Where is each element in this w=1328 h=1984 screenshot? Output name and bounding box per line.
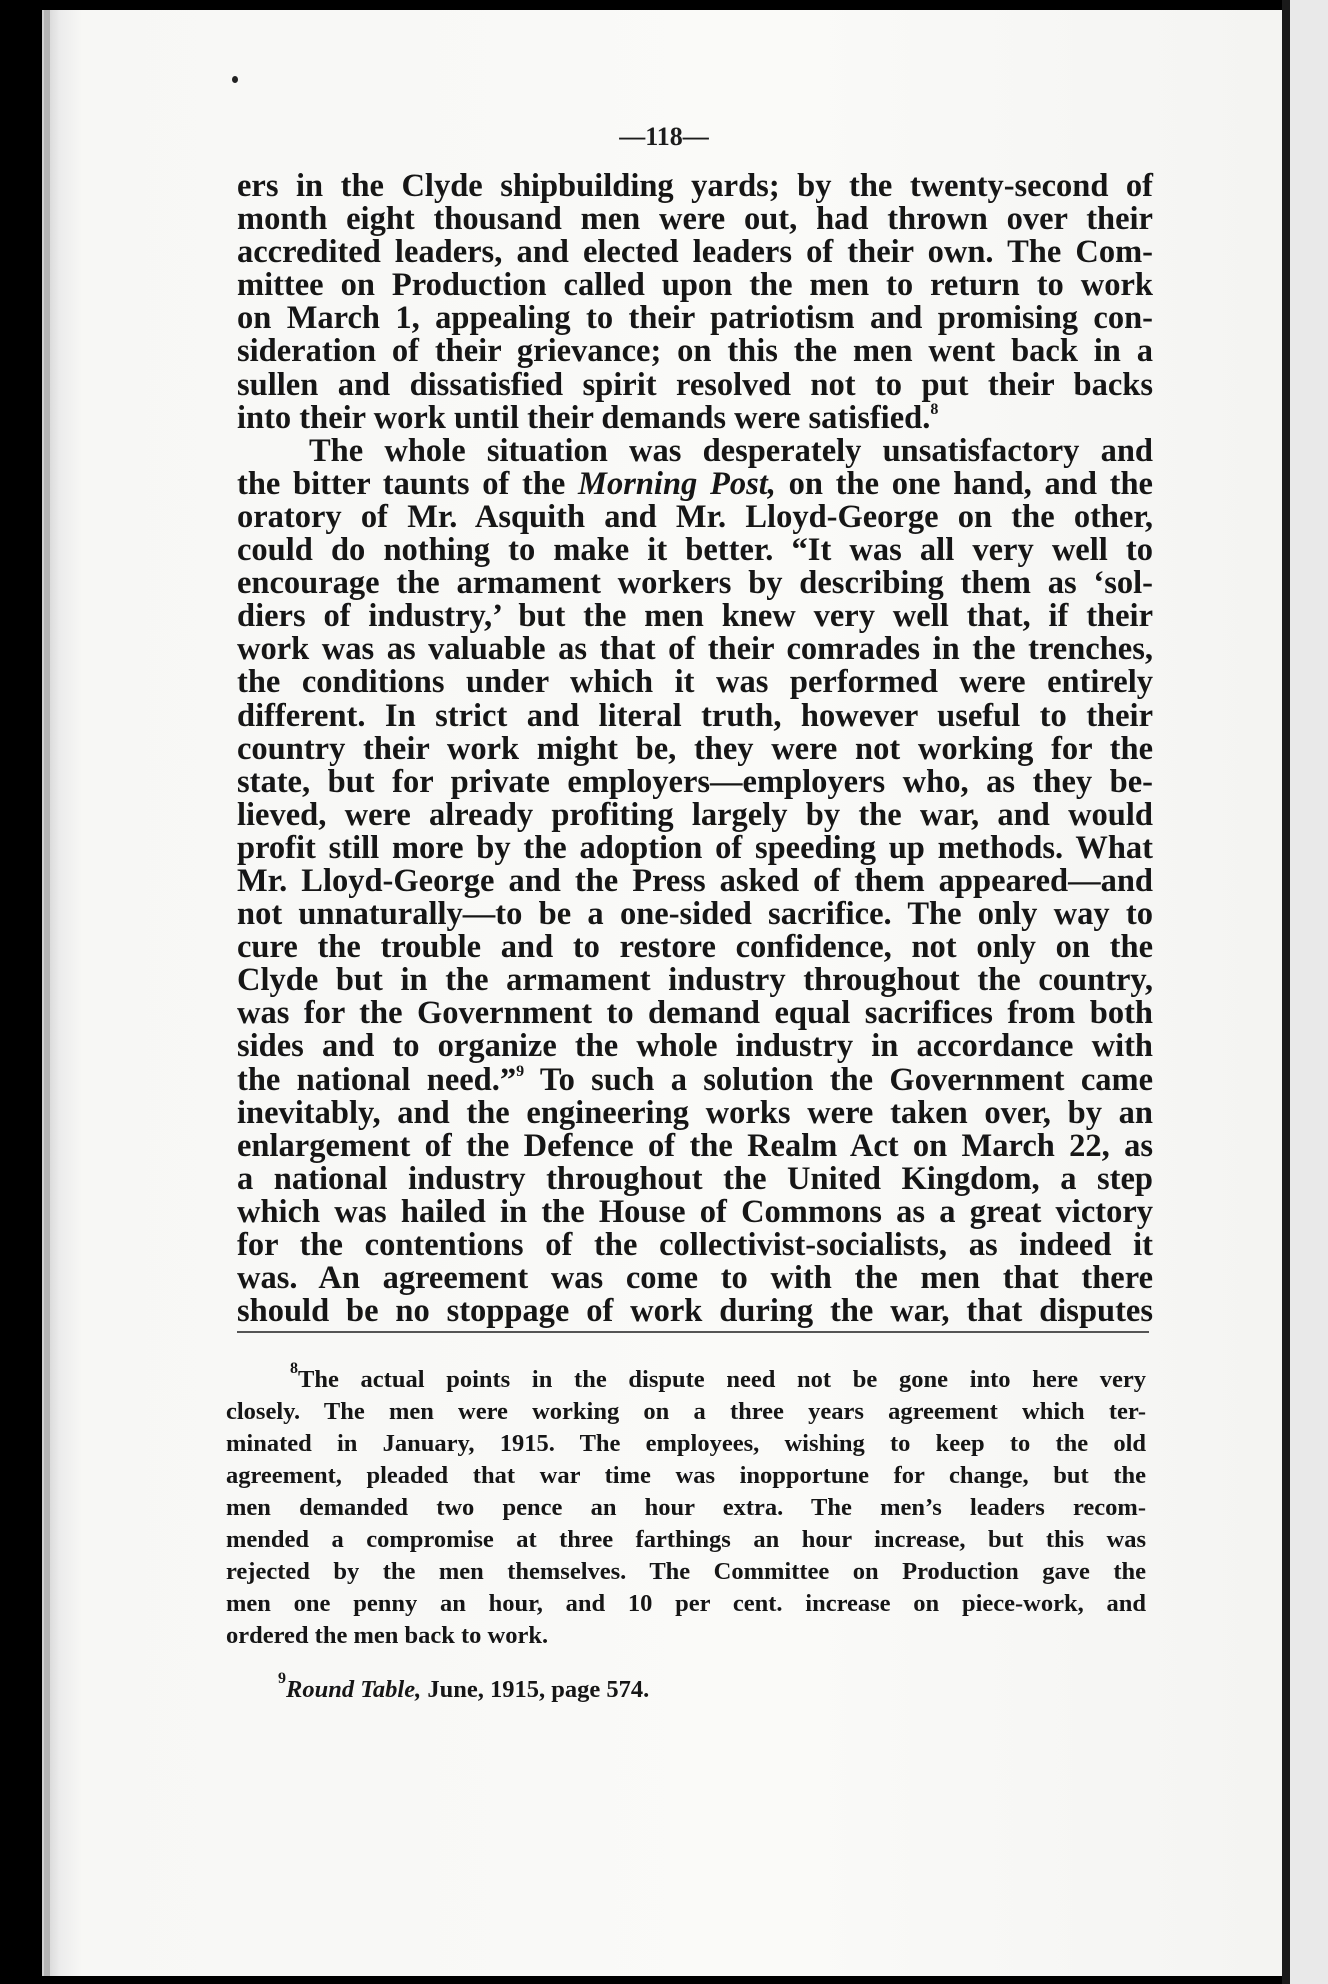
body-line: Clyde but in the armament industry throughout the country, bbox=[237, 962, 1153, 999]
body-line: different. In strict and literal truth, however useful to their bbox=[237, 697, 1153, 734]
footnote-marker-9: 9 bbox=[278, 1670, 286, 1687]
footnote-ref-8[interactable]: 8 bbox=[930, 400, 939, 418]
body-line: oratory of Mr. Asquith and Mr. Lloyd-George on the other, bbox=[237, 498, 1153, 535]
body-line-text: To such a solution the Government came bbox=[524, 1061, 1154, 1098]
body-line: inevitably, and the engineering works were taken over, by an bbox=[237, 1094, 1153, 1131]
body-line: accredited leaders, and elected leaders of their own. The Com- bbox=[237, 234, 1153, 271]
morning-post-title: Morning Post, bbox=[578, 465, 776, 502]
body-line: sideration of their grievance; on this the men went back in a bbox=[237, 333, 1153, 370]
binding-gutter bbox=[44, 10, 50, 1976]
footnote-line: rejected by the men themselves. The Committee on Production gave the bbox=[226, 1558, 1146, 1585]
body-line: diers of industry,’ but the men knew very well that, if their bbox=[237, 598, 1153, 635]
footnote-8 bbox=[226, 1360, 1146, 1652]
adjacent-page-edge bbox=[1282, 0, 1328, 1984]
body-line: ers in the Clyde shipbuilding yards; by the twenty-second of bbox=[237, 168, 1153, 204]
body-line: enlargement of the Defence of the Realm Act on March 22, as bbox=[237, 1127, 1153, 1164]
body-line: month eight thousand men were out, had thrown over their bbox=[237, 201, 1153, 238]
page-number: —118— bbox=[619, 122, 709, 151]
footnote-line: men one penny an hour, and 10 per cent. increase on piece-work, and bbox=[226, 1590, 1146, 1617]
body-line bbox=[237, 399, 1153, 436]
body-line: profit still more by the adoption of speeding up methods. What bbox=[237, 829, 1153, 866]
footnote-line bbox=[226, 1360, 1146, 1396]
footnote-line-text: The actual points in the dispute need not be gone into here very bbox=[298, 1366, 1146, 1393]
footnote-ref-9[interactable]: 9 bbox=[516, 1062, 525, 1080]
body-line: cure the trouble and to restore confidence, not only on the bbox=[237, 929, 1153, 966]
body-line: should be no stoppage of work during the war, that disputes bbox=[237, 1293, 1153, 1330]
body-line: the conditions under which it was performed were entirely bbox=[237, 664, 1153, 701]
footnote-line: ordered the men back to work. bbox=[226, 1622, 549, 1649]
body-line: was for the Government to demand equal sacrifices from both bbox=[237, 995, 1153, 1032]
body-line: for the contentions of the collectivist-socialists, as indeed it bbox=[237, 1227, 1153, 1263]
ink-speck bbox=[232, 76, 238, 83]
body-line bbox=[237, 465, 1153, 502]
body-line: country their work might be, they were not working for the bbox=[237, 730, 1153, 767]
body-line: was. An agreement was come to with the men that there bbox=[237, 1260, 1153, 1297]
body-line-text: into their work until their demands were satisfied. bbox=[237, 399, 931, 436]
footnote-line: minated in January, 1915. The employees, wishing to keep to the old bbox=[226, 1430, 1146, 1457]
body-line: sullen and dissatisfied spirit resolved not to put their backs bbox=[237, 366, 1153, 403]
body-line: sides and to organize the whole industry in accordance with bbox=[237, 1028, 1153, 1065]
body-line: work was as valuable as that of their comrades in the trenches, bbox=[237, 631, 1153, 668]
body-line-text: the national need.” bbox=[237, 1061, 517, 1098]
body-line: which was hailed in the House of Commons as a great victory bbox=[237, 1193, 1153, 1230]
body-line: The whole situation was desperately unsatisfactory and bbox=[309, 432, 1153, 469]
body-line: not unnaturally—to be a one-sided sacrifice. The only way to bbox=[237, 896, 1153, 933]
body-line: on March 1, appealing to their patriotism and promising con- bbox=[237, 300, 1153, 337]
body-line: lieved, were already profiting largely by the war, and would bbox=[237, 796, 1153, 833]
footnote-line: men demanded two pence an hour extra. The men’s leaders recom- bbox=[226, 1494, 1146, 1521]
body-text bbox=[237, 170, 1153, 1328]
body-line-text: on the one hand, and the bbox=[775, 465, 1153, 502]
footnote-marker-8: 8 bbox=[290, 1360, 298, 1377]
body-line: could do nothing to make it better. “It was all very well to bbox=[237, 532, 1153, 569]
footnote-line: agreement, pleaded that war time was inopportune for change, but the bbox=[226, 1462, 1146, 1489]
footnote-divider bbox=[237, 1331, 1149, 1333]
body-line: a national industry throughout the United Kingdom, a step bbox=[237, 1160, 1153, 1197]
body-line: mittee on Production called upon the men to return to work bbox=[237, 267, 1153, 304]
round-table-title: Round Table, bbox=[286, 1676, 422, 1703]
footnote-9 bbox=[278, 1670, 650, 1704]
body-line: state, but for private employers—employers who, as they be- bbox=[237, 763, 1153, 800]
body-line bbox=[237, 1061, 1154, 1098]
body-line: encourage the armament workers by describing them as ‘sol- bbox=[237, 565, 1153, 602]
footnote-9-text: June, 1915, page 574. bbox=[421, 1676, 650, 1703]
footnote-line: closely. The men were working on a three years agreement which ter- bbox=[226, 1398, 1146, 1425]
body-line: Mr. Lloyd-George and the Press asked of them appeared—and bbox=[237, 862, 1153, 899]
footnote-line: mended a compromise at three farthings an hour increase, but this was bbox=[226, 1526, 1146, 1553]
body-line-text: the bitter taunts of the bbox=[237, 465, 579, 502]
